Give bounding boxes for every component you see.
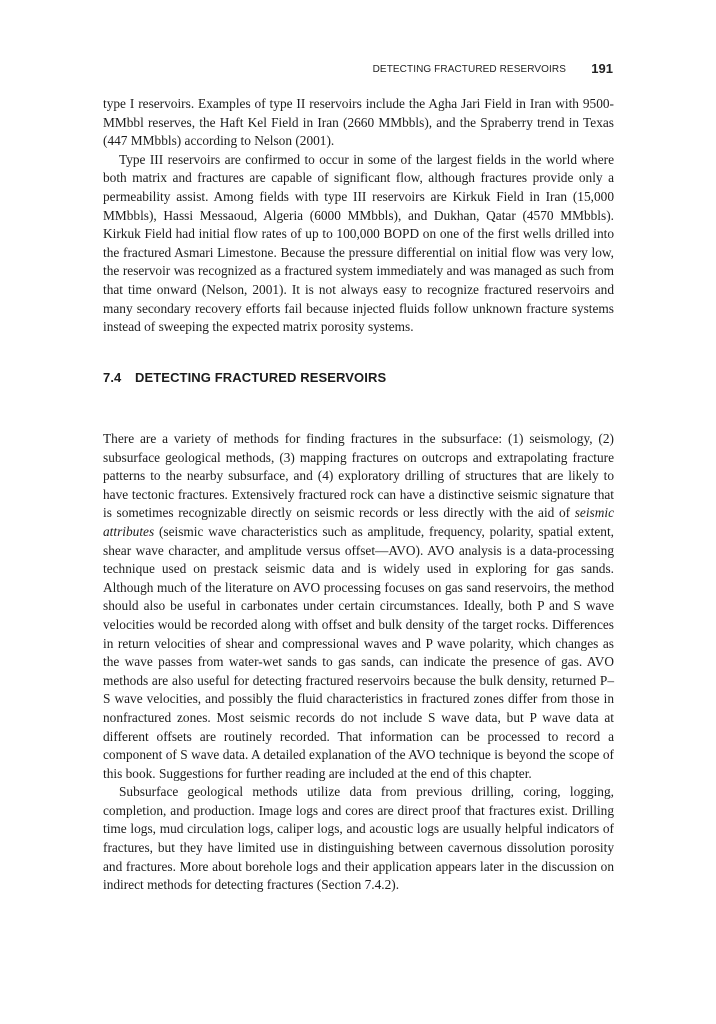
- running-head-title: DETECTING FRACTURED RESERVOIRS: [372, 64, 566, 75]
- paragraph-type-iii-reservoirs: Type III reservoirs are confirmed to occur in some of the largest fields in the world where both matrix and fractures are capable of significant flow, although fractures provide only a permeability assist. Among fields with type III reservoirs are Kirkuk Field in Iran (15,000 MMbbls), Hassi Messaoud, Algeria (6000 MMbbls), and Dukhan, Qatar (4570 MMbbls). Kirkuk Field had initial flow rates of up to 100,000 BOPD on one of the first wells drilled into the fractured Asmari Limestone. Because the pressure differential on initial flow was very low, the reservoir was recognized as a fractured system immediately and was managed as such from that time onward (Nelson, 2001). It is not always easy to recognize fractured reservoirs and many secondary recovery efforts fail because injected fluids follow unknown fracture systems instead of sweeping the expected matrix porosity systems.: [103, 151, 614, 335]
- methods-text-start: There are a variety of methods for finding fractures in the subsurface: (1) seismology, (2) subsurface geological methods, (3) mapping fractures on outcrops and extrapolating fracture patterns to the nearby subsurface, and (4) exploratory drilling of structures that are likely to have tectonic fractures. Extensively fractured rock can have a distinctive seismic signature that is sometimes recognizable directly on seismic records or less directly with the aid of: [103, 431, 614, 521]
- paragraph-type-ii-examples: type I reservoirs. Examples of type II reservoirs include the Agha Jari Field in Iran with 9500-MMbbl reserves, the Haft Kel Field in Iran (2660 MMbbls), and the Spraberry trend in Texas (447 MMbbls) according to Nelson (2001).: [103, 96, 614, 149]
- paragraph-detection-methods: [103, 430, 614, 783]
- paragraph-subsurface-methods: Subsurface geological methods utilize data from previous drilling, coring, logging, completion, and production. Image logs and cores are direct proof that fractures exist. Drilling time logs, mud circulation logs, caliper logs, and acoustic logs are usually helpful indicators of fractures, but they have limited use in distinguishing between cavernous dissolution porosity and fractures. More about borehole logs and their application appears later in the discussion on indirect methods for detecting fractures (Section 7.4.2).: [103, 784, 614, 893]
- seismic-attributes-term: seismic attributes: [103, 505, 614, 539]
- text-block-top: [103, 95, 614, 337]
- page-number: 191: [591, 61, 613, 76]
- section-title: DETECTING FRACTURED RESERVOIRS: [135, 370, 387, 385]
- section-heading: [103, 370, 614, 385]
- section-number: 7.4: [103, 370, 122, 385]
- running-head: [103, 61, 614, 79]
- methods-text-end: (seismic wave characteristics such as amplitude, frequency, polarity, spatial extent, shear wave character, and amplitude versus offset—AVO). AVO analysis is a data-processing technique used on prestack seismic data and is widely used in exploring for gas sands. Although much of the literature on AVO processing focuses on gas sand reservoirs, the method should also be useful in carbonates under certain circumstances. Ideally, both P and S wave velocities would be recorded along with offset and bulk density of the target rocks. Differences in return velocities of shear and compressional waves and P wave polarity, which changes as the wave passes from water-wet sands to gas sands, can indicate the presence of gas. AVO methods are also useful for detecting fractured reservoirs because the bulk density, returned P–S wave velocities, and possibly the fluid characteristics in fractured zones differ from those in nonfractured zones. Most seismic records do not include S wave data, but P wave data at different offsets are routinely recorded. That information can be processed to record a component of S wave data. A detailed explanation of the AVO technique is beyond the scope of this book. Suggestions for further reading are included at the end of this chapter.: [103, 523, 614, 781]
- text-block-bottom: [103, 430, 614, 895]
